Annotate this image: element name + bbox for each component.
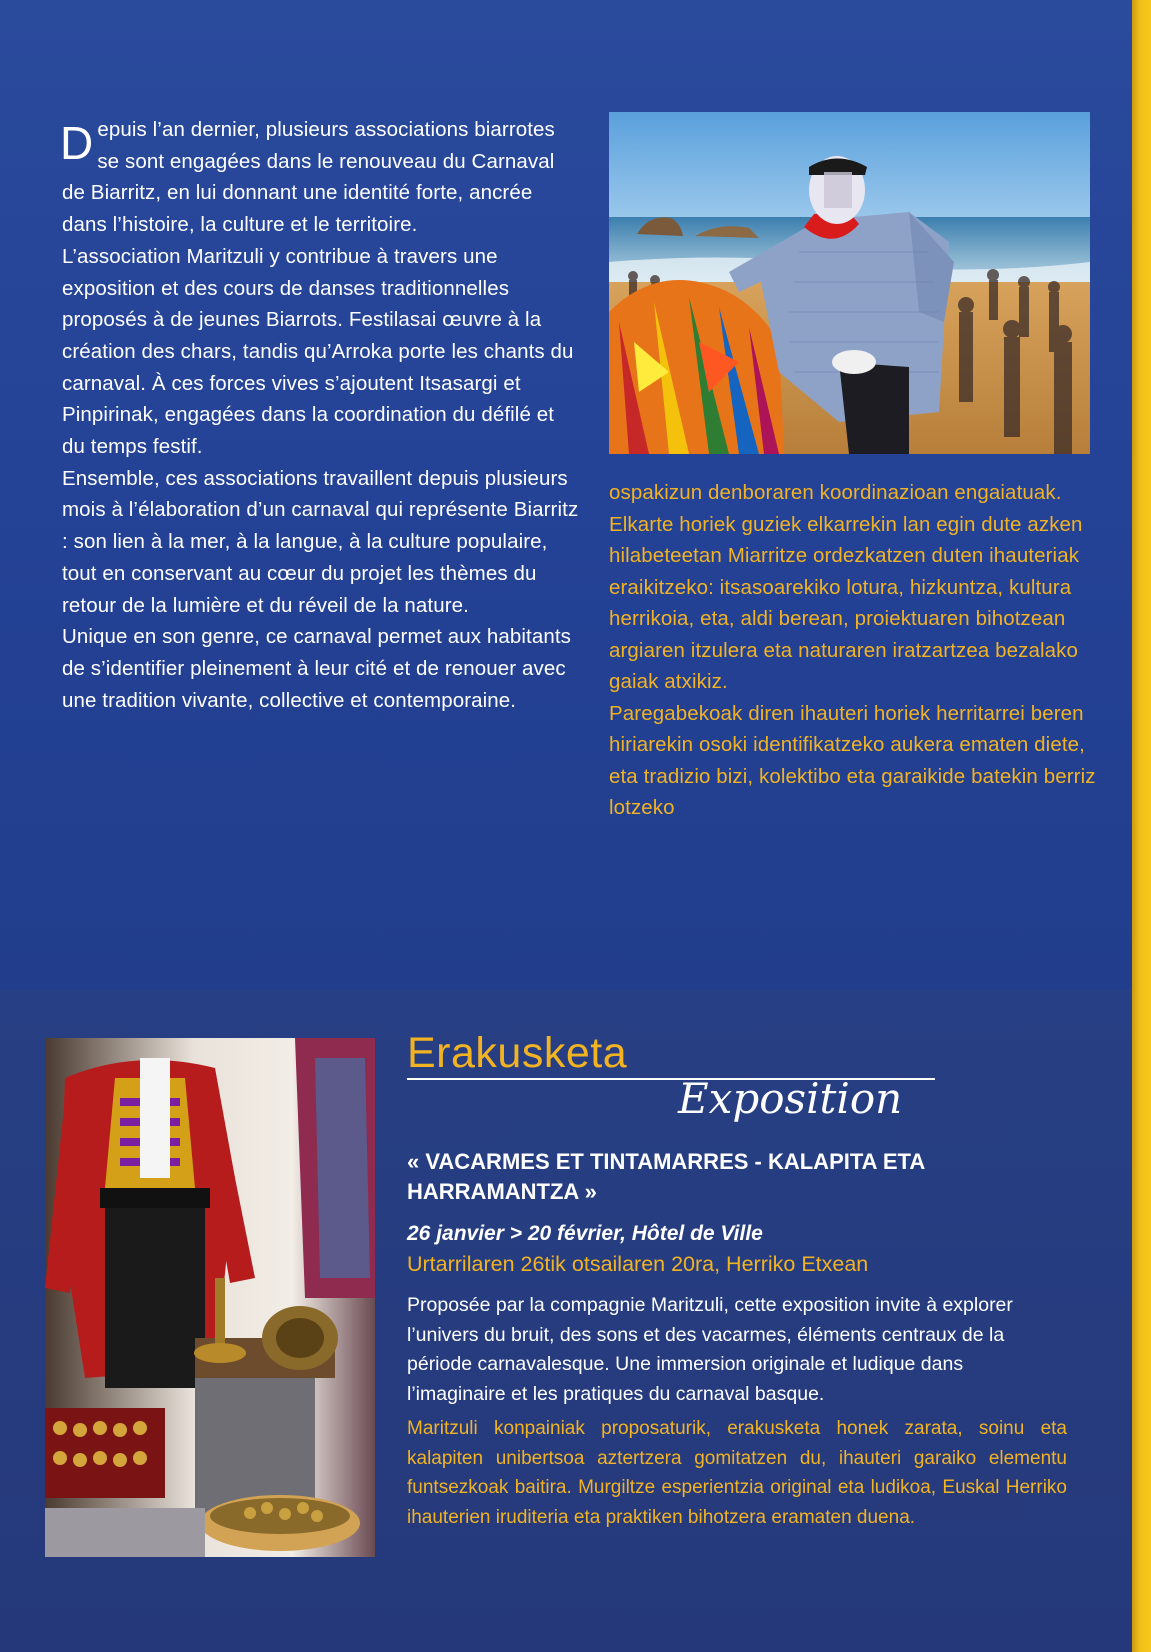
intro-basque-paragraph: Elkarte horiek guziek elkarrekin lan egin dute azken hilabeteetan Miarritze ordezkatzen duten ihauteriak eraikitzeko: itsasoarekiko lotura, hizkuntza, kultura herrikoia, eta, aldi berean, proiektuaren bihotzean argiaren itzulera eta naturaren iratzartzea bezalako gaiak atxikiz.: [609, 512, 1083, 693]
intro-paragraph: Ensemble, ces associations travaillent depuis plusieurs mois à l’élaboration d’un carnaval qui représente Biarritz : son lien à la mer, à la langue, à la culture populaire, tout en conservant au cœur du projet les thèmes du retour de la lumière et du réveil de la nature.: [62, 466, 579, 617]
intro-paragraph: Depuis l’an dernier, plusieurs associations biarrotes se sont engagées dans le renouveau du Carnaval de Biarritz, en lui donnant une identité forte, ancrée dans l’histoire, la culture et le territoire.: [60, 117, 555, 237]
intro-basque-column: [609, 477, 1099, 824]
exhibition-photo-illustration: [45, 1038, 375, 1557]
exhibition-heading-french: Exposition: [678, 1074, 903, 1123]
page-edge-band: [1132, 0, 1151, 1652]
intro-basque-paragraph: ospakizun denboraren koordinazioan engaiatuak.: [609, 481, 1062, 504]
exhibition-heading-basque: Erakusketa: [407, 1029, 628, 1077]
exhibition-costume-photo: [45, 1038, 375, 1557]
drop-cap: D: [60, 117, 94, 169]
exhibition-date-french: 26 janvier > 20 février, Hôtel de Ville: [407, 1222, 763, 1245]
exhibition-title: « VACARMES ET TINTAMARRES - KALAPITA ETA HARRAMANTZA »: [407, 1149, 925, 1204]
intro-basque-paragraph: Paregabekoak diren ihauteri horiek herritarrei beren hiriarekin osoki identifikatzeko aukera ematen diete, eta tradizio bizi, kolektibo eta garaikide batekin berriz lotzeko: [609, 701, 1096, 819]
beach-photo-illustration: [609, 112, 1090, 454]
exhibition-description-basque: Maritzuli konpainiak proposaturik, erakusketa honek zarata, soinu eta kalapiten unibertsoa aztertzera gomitatzen du, ihauteri garaiko elementu funtsezkoak baitira. Murgiltze esperientzia original eta ludikoa, Euskal Herriko ihauterien iruditeria eta praktiken bihotzera eramaten duena.: [407, 1418, 1067, 1528]
carnival-beach-photo: [609, 112, 1090, 454]
intro-french-column: [62, 114, 582, 716]
intro-paragraph: Unique en son genre, ce carnaval permet aux habitants de s’identifier pleinement à leur cité et de renouer avec une tradition vivante, collective et contemporaine.: [62, 625, 572, 712]
exhibition-description-french: Proposée par la compagnie Maritzuli, cette exposition invite à explorer l’univers du bruit, des sons et des vacarmes, éléments centraux de la période carnavalesque. Une immersion originale et ludique dans l’imaginaire et les pratiques du carnaval basque.: [407, 1294, 1013, 1405]
intro-paragraph: L’association Maritzuli y contribue à travers une exposition et des cours de danses traditionnelles proposés à de jeunes Biarrots. Festilasai œuvre à la création des chars, tandis qu’Arroka porte les chants du carnaval. À ces forces vives s’ajoutent Itsasargi et Pinpirinak, engagées dans la coordination du défilé et du temps festif.: [62, 244, 574, 459]
exhibition-date-basque: Urtarrilaren 26tik otsailaren 20ra, Herriko Etxean: [407, 1252, 869, 1276]
